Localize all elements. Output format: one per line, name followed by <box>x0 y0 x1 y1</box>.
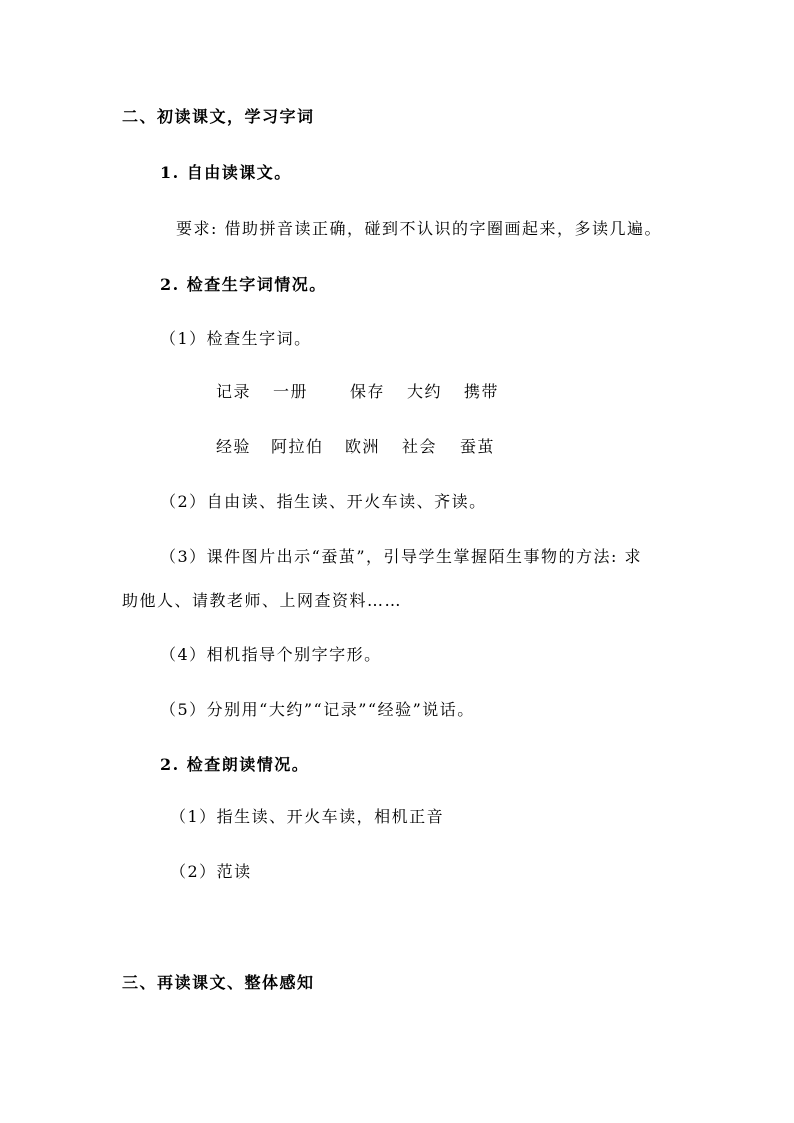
list-item: （2）范读 <box>170 862 252 881</box>
vocab-word: 阿拉伯 <box>271 437 324 456</box>
word-row <box>216 381 499 403</box>
vocab-word: 欧洲 <box>345 437 381 456</box>
step-title: 2. 检查朗读情况。 <box>160 755 310 774</box>
vocab-word: 携带 <box>464 382 500 401</box>
list-item: （1）检查生字词。 <box>160 329 312 348</box>
section-heading: 三、再读课文、整体感知 <box>122 973 315 992</box>
section-heading: 二、初读课文，学习字词 <box>122 107 315 126</box>
step-title: 1. 自由读课文。 <box>160 163 292 182</box>
vocab-word: 记录 <box>216 382 252 401</box>
step-title: 2. 检查生字词情况。 <box>160 275 327 294</box>
list-item: （3）课件图片出示“蚕茧”，引导学生掌握陌生事物的方法: 求 <box>160 547 643 566</box>
vocab-word: 一册 <box>273 382 309 401</box>
word-row <box>216 436 495 458</box>
vocab-word: 保存 <box>350 382 386 401</box>
list-item: （1）指生读、开火车读，相机正音 <box>170 807 445 826</box>
list-item: （5）分别用“大约”“记录”“经验”说话。 <box>160 700 475 719</box>
vocab-word: 蚕茧 <box>460 437 496 456</box>
list-item: （4）相机指导个别字字形。 <box>160 645 382 664</box>
vocab-word: 经验 <box>216 437 252 456</box>
requirement-text: 要求: 借助拼音读正确，碰到不认识的字圈画起来，多读几遍。 <box>176 219 662 238</box>
vocab-word: 大约 <box>407 382 443 401</box>
list-item: （2）自由读、指生读、开火车读、齐读。 <box>160 492 487 511</box>
vocab-word: 社会 <box>402 437 438 456</box>
list-item-continuation: 助他人、请教老师、上网查资料…… <box>122 591 403 610</box>
